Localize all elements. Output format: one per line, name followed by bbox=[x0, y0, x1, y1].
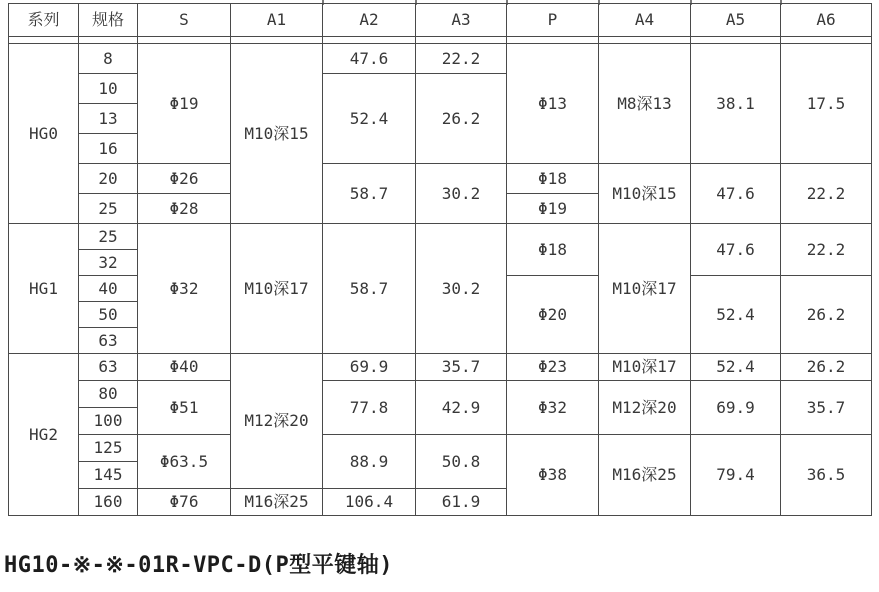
column-header: A2 bbox=[323, 4, 416, 37]
spec-cell: 16 bbox=[79, 134, 138, 164]
column-header: A6 bbox=[781, 4, 872, 37]
table-cell: 69.9 bbox=[691, 381, 781, 435]
table-cell: M16深25 bbox=[231, 489, 323, 516]
table-cell: 30.2 bbox=[416, 164, 507, 224]
table-cell: 42.9 bbox=[416, 381, 507, 435]
table-cell: Φ23 bbox=[507, 354, 599, 381]
table-cell: Φ26 bbox=[138, 164, 231, 194]
spec-cell: 125 bbox=[79, 435, 138, 462]
table-cell: 79.4 bbox=[691, 435, 781, 516]
table-cell: 52.4 bbox=[323, 74, 416, 164]
table-cell: 69.9 bbox=[323, 354, 416, 381]
table-row bbox=[9, 435, 872, 462]
spacer-cell bbox=[323, 37, 416, 44]
spacer-cell bbox=[416, 37, 507, 44]
spec-cell: 20 bbox=[79, 164, 138, 194]
spec-cell: 40 bbox=[79, 276, 138, 302]
table-cell: Φ51 bbox=[138, 381, 231, 435]
table-cell: Φ18 bbox=[507, 224, 599, 276]
table-cell: 50.8 bbox=[416, 435, 507, 489]
spacer-cell bbox=[138, 37, 231, 44]
spec-cell: 145 bbox=[79, 462, 138, 489]
table-cell: Φ18 bbox=[507, 164, 599, 194]
spacer-cell bbox=[9, 37, 79, 44]
series-cell: HG1 bbox=[9, 224, 79, 354]
column-header: 系列 bbox=[9, 4, 79, 37]
spec-cell: 10 bbox=[79, 74, 138, 104]
table-cell: Φ32 bbox=[507, 381, 599, 435]
table-cell: Φ76 bbox=[138, 489, 231, 516]
table-cell: M8深13 bbox=[599, 44, 691, 164]
spacer-cell bbox=[599, 37, 691, 44]
column-header: A4 bbox=[599, 4, 691, 37]
table-cell: 47.6 bbox=[323, 44, 416, 74]
table-cell: 38.1 bbox=[691, 44, 781, 164]
table-cell: 106.4 bbox=[323, 489, 416, 516]
series-cell: HG0 bbox=[9, 44, 79, 224]
spacer-cell bbox=[781, 37, 872, 44]
table-cell: Φ13 bbox=[507, 44, 599, 164]
table-cell: 26.2 bbox=[781, 276, 872, 354]
column-header: P bbox=[507, 4, 599, 37]
table-row bbox=[9, 381, 872, 408]
table-row bbox=[9, 354, 872, 381]
table-cell: 61.9 bbox=[416, 489, 507, 516]
table-cell: 35.7 bbox=[416, 354, 507, 381]
table-cell: 26.2 bbox=[781, 354, 872, 381]
table-cell: Φ28 bbox=[138, 194, 231, 224]
spec-cell: 80 bbox=[79, 381, 138, 408]
column-header: 规格 bbox=[79, 4, 138, 37]
spec-cell: 32 bbox=[79, 250, 138, 276]
column-header: A3 bbox=[416, 4, 507, 37]
column-header: A5 bbox=[691, 4, 781, 37]
spacer-cell bbox=[79, 37, 138, 44]
table-cell: M10深17 bbox=[231, 224, 323, 354]
table-cell: Φ38 bbox=[507, 435, 599, 516]
table-cell: 30.2 bbox=[416, 224, 507, 354]
table-cell: 52.4 bbox=[691, 276, 781, 354]
model-code-caption: HG10-※-※-01R-VPC-D(P型平键轴) bbox=[4, 553, 394, 578]
table-cell: M12深20 bbox=[599, 381, 691, 435]
table-cell: 22.2 bbox=[781, 164, 872, 224]
table-cell: M10深17 bbox=[599, 224, 691, 354]
spec-table bbox=[8, 3, 872, 516]
table-cell: Φ20 bbox=[507, 276, 599, 354]
table-cell: 77.8 bbox=[323, 381, 416, 435]
table-cell: 58.7 bbox=[323, 164, 416, 224]
table-cell: 88.9 bbox=[323, 435, 416, 489]
table-cell: 22.2 bbox=[416, 44, 507, 74]
table-row bbox=[9, 44, 872, 74]
table-row bbox=[9, 224, 872, 250]
table-cell: Φ63.5 bbox=[138, 435, 231, 489]
table-cell: 58.7 bbox=[323, 224, 416, 354]
table-cell: 35.7 bbox=[781, 381, 872, 435]
table-cell: M12深20 bbox=[231, 354, 323, 489]
spec-cell: 13 bbox=[79, 104, 138, 134]
spec-cell: 8 bbox=[79, 44, 138, 74]
table-cell: 47.6 bbox=[691, 164, 781, 224]
table-cell: M16深25 bbox=[599, 435, 691, 516]
table-cell: Φ19 bbox=[507, 194, 599, 224]
spec-table-container bbox=[8, 3, 872, 516]
table-cell: 22.2 bbox=[781, 224, 872, 276]
table-row bbox=[9, 164, 872, 194]
table-cell: Φ19 bbox=[138, 44, 231, 164]
spec-cell: 25 bbox=[79, 224, 138, 250]
table-cell: Φ40 bbox=[138, 354, 231, 381]
spec-cell: 63 bbox=[79, 354, 138, 381]
spec-cell: 50 bbox=[79, 302, 138, 328]
table-cell: M10深15 bbox=[599, 164, 691, 224]
column-header: S bbox=[138, 4, 231, 37]
table-cell: 17.5 bbox=[781, 44, 872, 164]
column-header: A1 bbox=[231, 4, 323, 37]
table-cell: 36.5 bbox=[781, 435, 872, 516]
table-cell: M10深17 bbox=[599, 354, 691, 381]
spec-cell: 63 bbox=[79, 328, 138, 354]
table-cell: 47.6 bbox=[691, 224, 781, 276]
spec-cell: 160 bbox=[79, 489, 138, 516]
spec-cell: 25 bbox=[79, 194, 138, 224]
spec-cell: 100 bbox=[79, 408, 138, 435]
series-cell: HG2 bbox=[9, 354, 79, 516]
spacer-cell bbox=[507, 37, 599, 44]
spacer-cell bbox=[231, 37, 323, 44]
table-cell: 52.4 bbox=[691, 354, 781, 381]
table-cell: 26.2 bbox=[416, 74, 507, 164]
table-cell: Φ32 bbox=[138, 224, 231, 354]
spacer-cell bbox=[691, 37, 781, 44]
table-cell: M10深15 bbox=[231, 44, 323, 224]
